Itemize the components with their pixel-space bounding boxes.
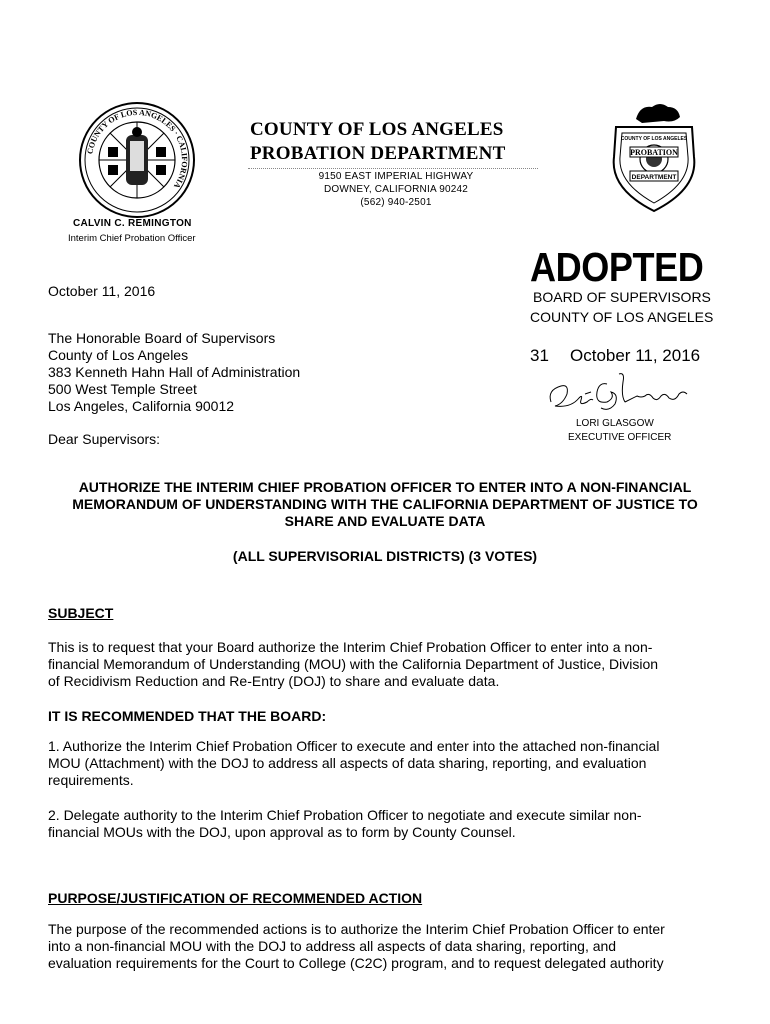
- paragraph-line: This is to request that your Board authorize the Interim Chief Probation Officer to enter into a non-: [48, 639, 653, 655]
- letterhead-divider: [248, 168, 538, 169]
- address-line1: 9150 EAST IMPERIAL HIGHWAY: [318, 171, 474, 182]
- paragraph-line: into a non-financial MOU with the DOJ to address all aspects of data sharing, reporting, and: [48, 938, 617, 954]
- org-name-line1: COUNTY OF LOS ANGELES: [250, 119, 504, 140]
- addressee-line: The Honorable Board of Supervisors: [48, 330, 276, 346]
- paragraph-line: MOU (Attachment) with the DOJ to address all aspects of data sharing, reporting, and evaluation: [48, 755, 647, 771]
- sender-name: CALVIN C. REMINGTON: [73, 218, 192, 229]
- salutation: Dear Supervisors:: [48, 431, 161, 447]
- districts-votes: (ALL SUPERVISORIAL DISTRICTS) (3 VOTES): [232, 548, 538, 564]
- purpose-paragraph: [48, 921, 728, 972]
- probation-badge-logo: [608, 97, 700, 213]
- county-seal-logo: [78, 101, 196, 219]
- badge-middle-text: PROBATION: [630, 148, 678, 157]
- purpose-heading: PURPOSE/JUSTIFICATION OF RECOMMENDED ACTION: [48, 890, 423, 906]
- stamp-body-line2: COUNTY OF LOS ANGELES: [530, 309, 714, 325]
- executive-officer-name: LORI GLASGOW: [576, 418, 654, 429]
- adopted-stamp: ADOPTED: [530, 244, 704, 290]
- org-name-line2: PROBATION DEPARTMENT: [250, 143, 506, 164]
- sender-title: Interim Chief Probation Officer: [68, 233, 196, 244]
- paragraph-line: The purpose of the recommended actions is to authorize the Interim Chief Probation Officer to enter: [48, 921, 665, 937]
- document-title: [40, 479, 730, 530]
- paragraph-line: financial MOUs with the DOJ, upon approval as to form by County Counsel.: [48, 824, 516, 840]
- county-seal-text: COUNTY OF LOS ANGELES · CALIFORNIA: [85, 107, 190, 190]
- phone-number: (562) 940-2501: [360, 197, 432, 208]
- executive-officer-title: EXECUTIVE OFFICER: [568, 432, 672, 443]
- paragraph-line: 2. Delegate authority to the Interim Chief Probation Officer to negotiate and execute similar non-: [48, 807, 642, 823]
- badge-top-text: COUNTY OF LOS ANGELES: [620, 136, 688, 142]
- letter-date: October 11, 2016: [48, 283, 156, 299]
- stamp-date: October 11, 2016: [570, 346, 701, 365]
- paragraph-line: financial Memorandum of Understanding (MOU) with the California Department of Justice, Division: [48, 656, 659, 672]
- stamp-item-number: 31: [530, 346, 549, 365]
- title-line: AUTHORIZE THE INTERIM CHIEF PROBATION OFFICER TO ENTER INTO A NON-FINANCIAL: [78, 479, 692, 495]
- title-line: MEMORANDUM OF UNDERSTANDING WITH THE CALIFORNIA DEPARTMENT OF JUSTICE TO: [72, 496, 698, 512]
- recommendation-1: [48, 738, 728, 789]
- addressee-block: [48, 330, 300, 415]
- letterhead-title: [250, 118, 540, 166]
- title-line: SHARE AND EVALUATE DATA: [284, 513, 486, 529]
- paragraph-line: of Recidivism Reduction and Re-Entry (DOJ) to share and evaluate data.: [48, 673, 500, 689]
- executive-officer-signature: [545, 368, 695, 416]
- addressee-line: 500 West Temple Street: [48, 381, 197, 397]
- addressee-line: County of Los Angeles: [48, 347, 189, 363]
- addressee-line: Los Angeles, California 90012: [48, 398, 235, 414]
- badge-bottom-text: DEPARTMENT: [631, 174, 677, 181]
- stamp-body-line1: BOARD OF SUPERVISORS: [533, 289, 711, 305]
- recommendation-heading: IT IS RECOMMENDED THAT THE BOARD:: [48, 708, 327, 724]
- recommendation-2: [48, 807, 728, 841]
- letterhead-address: [296, 170, 496, 209]
- addressee-line: 383 Kenneth Hahn Hall of Administration: [48, 364, 301, 380]
- paragraph-line: evaluation requirements for the Court to College (C2C) program, and to request delegated authority: [48, 955, 664, 971]
- paragraph-line: requirements.: [48, 772, 134, 788]
- subject-heading: SUBJECT: [48, 605, 114, 621]
- subject-paragraph: [48, 639, 728, 690]
- paragraph-line: 1. Authorize the Interim Chief Probation Officer to execute and enter into the attached non-financial: [48, 738, 660, 754]
- address-line2: DOWNEY, CALIFORNIA 90242: [323, 184, 469, 195]
